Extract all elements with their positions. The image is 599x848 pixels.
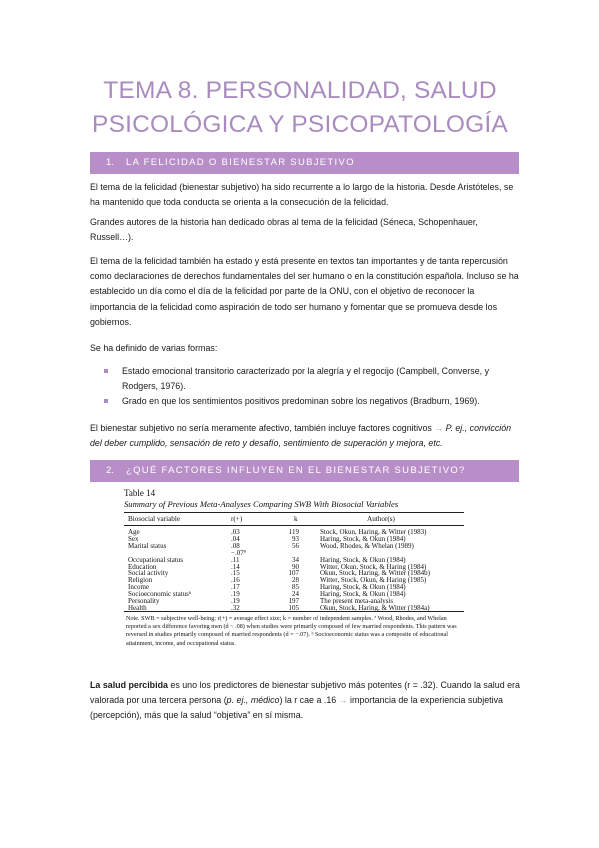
table-cell: Sex <box>128 534 139 543</box>
table-header-cell: k <box>294 515 298 523</box>
table-cell: Religion <box>128 576 153 585</box>
table-cell: Age <box>128 528 140 536</box>
paragraph-text: importancia de la experiencia subjetiva (percepción), más que la salud “objetiva” en sí misma. <box>90 695 503 721</box>
table-cell: .11 <box>231 555 240 564</box>
table-cell: Okun, Stock, Haring, & Witter (1984b) <box>320 569 431 578</box>
scanned-table-figure <box>112 484 470 665</box>
list-item <box>90 394 520 409</box>
table-note: Note. SWB = subjective well-being; r(+) = average effect size; k = number of independent samples. ª Wood, Rhodes, and Whelan reported a sex difference favoring men (d ~ .08) when studies were primarily composed of few married respondents. This pattern was reversed in studies primarily composed of married respondents (d = −.07). ᵇ Socioeconomic status was a composite of educational attainment, income, and occupational status. <box>126 615 457 647</box>
section-number: 2. <box>106 465 114 476</box>
table-cell: .15 <box>231 569 240 578</box>
table-cell: Haring, Stock, & Okun (1984) <box>320 534 406 543</box>
table-caption: Summary of Previous Meta-Analyses Comparing SWB With Biosocial Variables <box>124 499 399 509</box>
section-number: 1. <box>106 157 114 168</box>
table-cell: Okun, Stock, Haring, & Witter (1984a) <box>320 603 430 612</box>
title-line-1: TEMA 8. PERSONALIDAD, SALUD <box>103 77 497 104</box>
arrow-icon: → <box>434 423 444 433</box>
paragraph <box>90 678 520 724</box>
paragraph-italic-text: p. ej., médico <box>226 695 280 706</box>
paragraph-text: ) la r cae a .16 <box>279 695 339 706</box>
table-header-cell: r(+) <box>231 515 243 523</box>
table-cell: 119 <box>288 528 299 536</box>
paragraph-text: es uno los predictores de bienestar subjetivo más potentes (r = .32). Cuando la salud era valorada por una tercera persona ( <box>90 680 520 706</box>
table-cell: The present meta-analysis <box>320 597 394 605</box>
table-cell: 90 <box>292 562 299 571</box>
table-cell: .03 <box>231 528 240 536</box>
table-cell: Socioeconomic statusᵇ <box>128 590 192 599</box>
list-item-text: Grado en que los sentimientos positivos predominan sobre los negativos (Bradburn, 1969). <box>122 396 480 407</box>
table-cell: 85 <box>292 583 299 592</box>
table-top-rule <box>124 512 464 513</box>
table-cell: Haring, Stock, & Okun (1984) <box>320 590 406 599</box>
document-title <box>60 74 540 142</box>
table-header-cell: Author(s) <box>367 515 395 523</box>
paragraph-text: El bienestar subjetivo no sería meramente afectivo, también incluye factores cognitivos <box>90 423 435 433</box>
table-cell: Social activity <box>128 569 169 578</box>
table-cell: 28 <box>292 576 299 585</box>
section-heading-1 <box>90 152 519 174</box>
bullet-list <box>90 364 520 410</box>
table-cell: Witter, Okun, Stock, & Haring (1984) <box>320 562 427 571</box>
section-heading-2 <box>90 460 519 482</box>
table-cell: Personality <box>128 597 160 605</box>
table-cell: Witter, Stock, Okun, & Haring (1985) <box>320 576 427 585</box>
table-header-rule <box>124 525 464 526</box>
bullet-marker-icon <box>104 369 108 373</box>
table-cell: Health <box>128 603 147 612</box>
table-cell: .14 <box>231 562 240 571</box>
table-cell: 56 <box>292 541 299 550</box>
section-label: ¿QUÉ FACTORES INFLUYEN EN EL BIENESTAR SUBJETIVO? <box>126 465 466 476</box>
paragraph-italic-text: P. ej., convicción del deber cumplido, sensación de reto y desafío, sentimiento de superación y mejora, etc. <box>90 423 512 449</box>
paragraph <box>90 421 520 451</box>
table-number: Table 14 <box>124 488 156 498</box>
paragraph-bold-text: La salud percibida <box>90 680 168 690</box>
table-cell: .08 <box>231 541 240 550</box>
table-bottom-rule <box>124 611 464 612</box>
paragraph: El tema de la felicidad (bienestar subjetivo) ha sido recurrente a lo largo de la historia. Desde Aristóteles, se ha mantenido que toda conducta se orienta a la consecución de la felicidad. <box>90 182 514 208</box>
table-cell: 34 <box>292 555 299 564</box>
paragraph: Se ha definido de varias formas: <box>90 343 218 353</box>
table-cell: 24 <box>292 590 299 599</box>
table-cell: Wood, Rhodes, & Whelan (1989) <box>320 541 414 550</box>
section-label: LA FELICIDAD O BIENESTAR SUBJETIVO <box>126 157 355 168</box>
bullet-marker-icon <box>104 399 108 403</box>
table-cell: 105 <box>288 603 299 612</box>
table-cell: 197 <box>288 597 299 605</box>
table-cell: .19 <box>231 597 240 605</box>
table-cell: .16 <box>231 576 240 585</box>
table-cell: 93 <box>292 534 299 543</box>
table-cell: .32 <box>231 603 240 612</box>
table-cell: .17 <box>231 583 240 592</box>
table-cell: Stock, Okun, Haring, & Witter (1983) <box>320 528 427 536</box>
table-cell: Income <box>128 583 149 592</box>
table-cell: Occupational status <box>128 555 184 564</box>
table-cell: Education <box>128 562 157 571</box>
list-item <box>90 364 520 394</box>
title-line-2: PSICOLÓGICA Y PSICOPATOLOGÍA <box>92 111 508 138</box>
table-cell: 107 <box>288 569 299 578</box>
table-cell: Haring, Stock, & Okun (1984) <box>320 583 406 592</box>
paragraph: El tema de la felicidad también ha estado y está presente en textos tan importantes y de tanta repercusión como declaraciones de derechos fundamentales del ser humano o en la constitución española. Incluso se ha establecido un día como el día de la felicidad por parte de la ONU, con el objetivo de reconocer la importancia de la felicidad como aspiración de todo ser humano y fomentar que se promueva desde los gobiernos. <box>90 256 519 327</box>
table-cell: Haring, Stock, & Okun (1984) <box>320 555 406 564</box>
table-cell: −.07ª <box>231 548 246 557</box>
paragraph: Grandes autores de la historia han dedicado obras al tema de la felicidad (Séneca, Schopenhauer, Russell…). <box>90 217 478 243</box>
table-header-cell: Biosocial variable <box>128 515 181 523</box>
table-cell: Marital status <box>128 541 167 550</box>
list-item-text: Estado emocional transitorio caracterizado por la alegría y el regocijo (Campbell, Converse, y Rodgers, 1976). <box>122 366 490 392</box>
table-cell: .19 <box>231 590 240 599</box>
arrow-icon: → <box>338 695 348 706</box>
table-cell: .04 <box>231 534 240 543</box>
